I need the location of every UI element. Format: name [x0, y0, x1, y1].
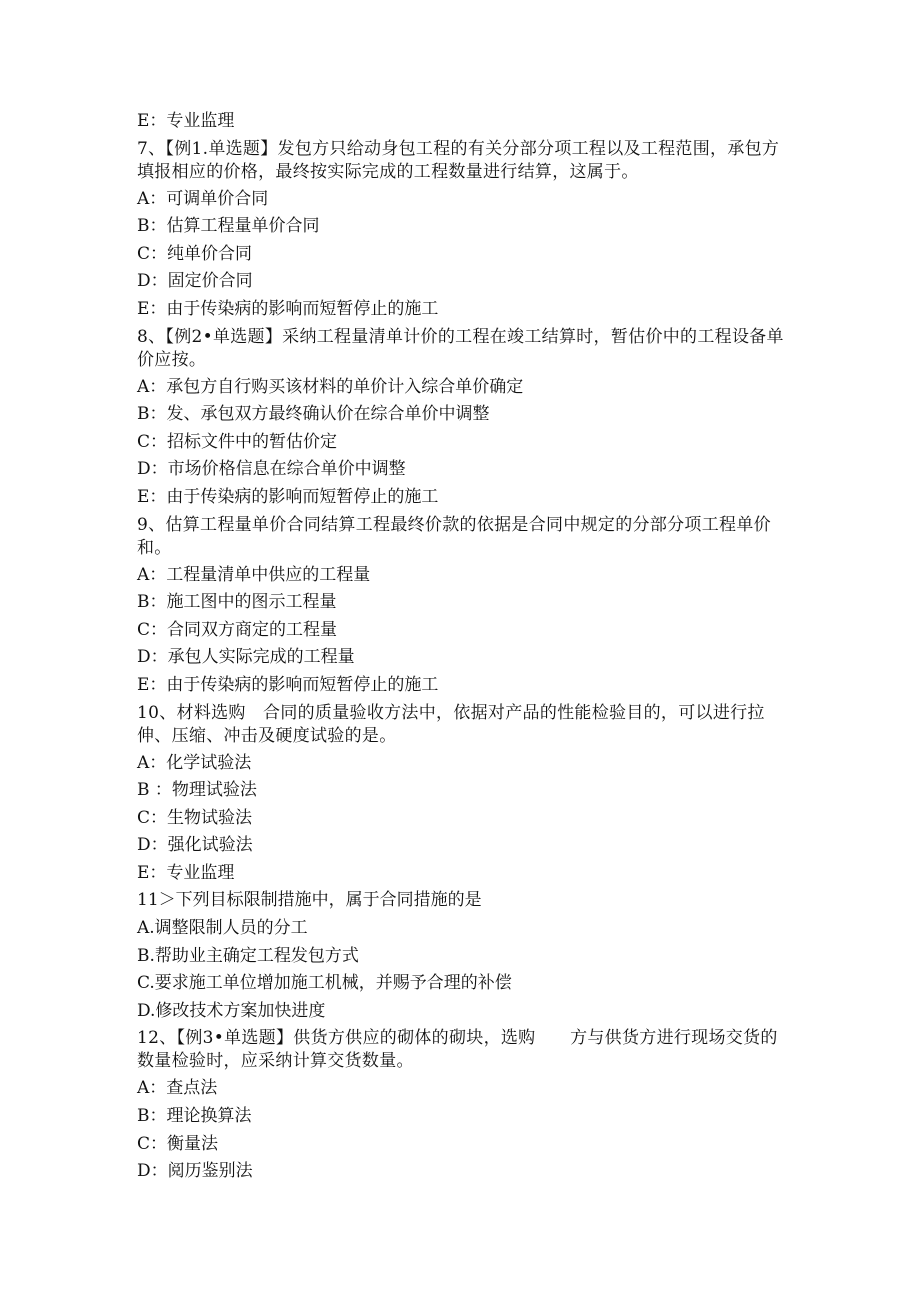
option-line: E：由于传染病的影响而短暂停止的施工 [137, 674, 439, 695]
option-line: D.修改技术方案加快进度 [137, 1000, 326, 1021]
option-line: B.帮助业主确定工程发包方式 [137, 945, 359, 966]
option-line: A：查点法 [137, 1078, 218, 1099]
option-line: B：理论换算法 [137, 1106, 252, 1127]
option-line: C：招标文件中的暂估价定 [137, 431, 338, 452]
option-line: C：生物试验法 [137, 807, 253, 828]
option-line: B：施工图中的图示工程量 [137, 592, 337, 613]
option-line: E：专业监理 [137, 111, 235, 131]
question-text: 12、【例3•单选题】供货方供应的砌体的砌块，选购 方与供货方进行现场交货的数量检验时，应采纳计算交货数量。 [137, 1028, 778, 1072]
question-text: 7、【例1.单选题】发包方只给动身包工程的有关分部分项工程以及工程范围，承包方填报相应的价格，最终按实际完成的工程数量进行结算，这属于。 [137, 138, 780, 182]
option-line: E：由于传染病的影响而短暂停止的施工 [137, 298, 439, 319]
option-line: B ：物理试验法 [137, 780, 257, 801]
option-line: C：衡量法 [137, 1133, 219, 1154]
question-text: 10、材料选购 合同的质量验收方法中，依据对产品的性能检验目的，可以进行拉伸、压缩、冲击及硬度试验的是。 [137, 702, 765, 746]
option-line: 11＞下列目标限制措施中，属于合同措施的是 [137, 890, 482, 911]
question-text: 8、【例2•单选题】采纳工程量清单计价的工程在竣工结算时，暂估价中的工程设备单价应按。 [137, 326, 784, 370]
option-line: A：工程量清单中供应的工程量 [137, 564, 371, 585]
option-line: E：由于传染病的影响而短暂停止的施工 [137, 486, 439, 507]
option-line: C.要求施工单位增加施工机械，并赐予合理的补偿 [137, 973, 512, 994]
option-line: E：专业监理 [137, 862, 235, 883]
option-line: D：承包人实际完成的工程量 [137, 647, 355, 668]
option-line: D：强化试验法 [137, 835, 253, 856]
option-line: A：承包方自行购买该材料的单价计入综合单价确定 [137, 376, 524, 397]
option-line: C：纯单价合同 [137, 243, 253, 264]
option-line: A：化学试验法 [137, 752, 252, 773]
option-line: D：市场价格信息在综合单价中调整 [137, 459, 406, 480]
option-line: B：估算工程量单价合同 [137, 216, 320, 237]
option-line: A：可调单价合同 [137, 188, 269, 209]
question-text: 9、估算工程量单价合同结算工程最终价款的依据是合同中规定的分部分项工程单价和。 [137, 514, 771, 558]
option-line: B：发、承包双方最终确认价在综合单价中调整 [137, 404, 490, 425]
option-line: D：阅历鉴别法 [137, 1161, 253, 1182]
option-line: C：合同双方商定的工程量 [137, 619, 338, 640]
document-page [137, 108, 787, 1186]
option-line: A.调整限制人员的分工 [137, 918, 308, 939]
option-line: D：固定价合同 [137, 271, 253, 292]
